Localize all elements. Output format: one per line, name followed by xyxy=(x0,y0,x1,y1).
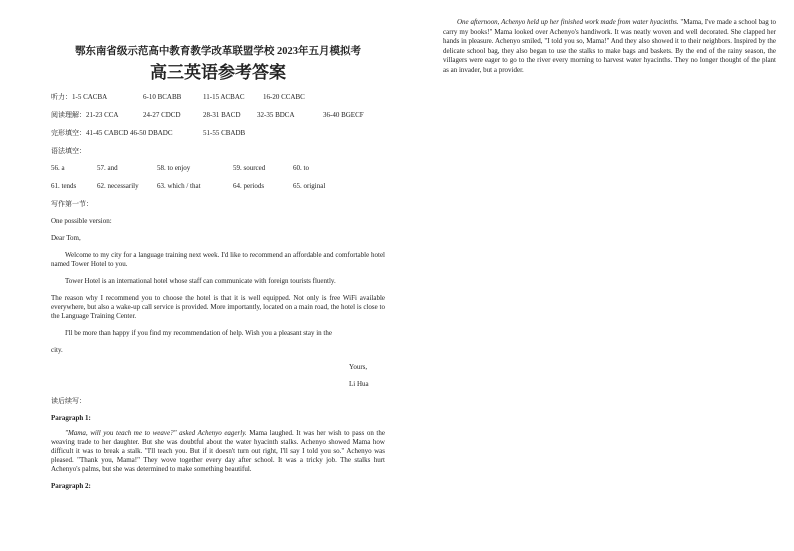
answer-group: 24-27 CDCD xyxy=(143,111,181,119)
answer-key-left-column xyxy=(51,40,385,497)
paragraph-body: "Mama, I've made a school bag to carry my books!" Mama looked over Achenyo's handiwork. It was neatly woven and well decorated. She clapped her hands in pleasure. Achenyo smiled, "I told you so, Mama!" And they also showed it to their neighbors. Inspired by the delicate school bag, they also began to use the stalks to make bags and baskets. By the end of the rainy season, the villagers were eager to go to the river every morning to harvest water hyacinths. They no longer thought of the plant as an invader, but a provider. xyxy=(443,18,776,74)
answer-group: 完形填空：41-45 CABCD 46-50 DBADC xyxy=(51,129,173,137)
letter-signature: Li Hua xyxy=(349,380,369,388)
letter-paragraph-end: city. xyxy=(51,346,63,354)
continuation-paragraph-2 xyxy=(443,18,776,75)
answer-item: 58. to enjoy xyxy=(157,164,191,172)
listening-answers xyxy=(51,93,385,102)
grammar-answers-row xyxy=(51,182,385,191)
answer-item: 56. a xyxy=(51,164,65,172)
page-title: 高三英语参考答案 xyxy=(150,63,286,82)
answer-item: 62. necessarily xyxy=(97,182,139,190)
answer-item: 61. tends xyxy=(51,182,77,190)
answer-group: 28-31 BACD xyxy=(203,111,241,119)
continuation-section-label: 读后续写： xyxy=(51,397,86,405)
answer-item: 57. and xyxy=(97,164,118,172)
answer-group: 听力：1-5 CACBA xyxy=(51,93,108,101)
answer-key-right-column xyxy=(443,18,776,83)
answer-item: 63. which / that xyxy=(157,182,201,190)
writing-section-label: 写作第一节： xyxy=(51,200,93,208)
letter-greeting: Dear Tom, xyxy=(51,234,81,242)
paragraph-heading: Paragraph 1: xyxy=(51,414,91,422)
school-exam-header: 鄂东南省级示范高中教育教学改革联盟学校 2023年五月模拟考 xyxy=(74,46,362,57)
paragraph-heading: Paragraph 2: xyxy=(51,482,91,490)
continuation-paragraph-1 xyxy=(51,429,385,474)
letter-paragraph: I'll be more than happy if you find my recommendation of help. Wish you a pleasant stay in the xyxy=(65,329,332,337)
reading-answers xyxy=(51,111,385,120)
answer-group: 阅读理解：21-23 CCA xyxy=(51,111,119,119)
letter-paragraph: Welcome to my city for a language training next week. I'd like to recommend an affordable and comfortable hotel named Tower Hotel to you. xyxy=(51,251,385,268)
opening-sentence: One afternoon, Achenyo held up her finished work made from water hyacinths. xyxy=(457,18,679,26)
answer-item: 60. to xyxy=(293,164,309,172)
cloze-answers xyxy=(51,129,385,138)
answer-item: 65. original xyxy=(293,182,326,190)
answer-group: 6-10 BCABB xyxy=(143,93,182,101)
paragraph-body: Mama laughed. It was her wish to pass on the weaving trade to her daughter. But she was doubtful about the water hyacinth stalks. Achenyo showed Mama how difficult it was to break a stalk. "I'll teach you. But if it doesn't turn out right, I'll say I told you so." Achenyo was pleased. "Thank you, Mama!" They wove together every day after school. It was a tricky job. The stalks hurt Achenyo's palms, but she was determined to make something beautiful. xyxy=(51,429,385,473)
letter-paragraph: The reason why I recommend you to choose the hotel is that it is well equipped. Not only is free WiFi available everywhere, but also a wake-up call service is provided. More importantly, located on a main road, the hotel is close to the Language Training Center. xyxy=(51,294,385,320)
letter-paragraph: Tower Hotel is an international hotel whose staff can communicate with foreign tourists fluently. xyxy=(65,277,336,285)
answer-item: 59. sourced xyxy=(233,164,266,172)
grammar-answers-row xyxy=(51,164,385,173)
grammar-label: 语法填空： xyxy=(51,147,86,155)
letter-closing: Yours, xyxy=(349,363,368,371)
answer-group: 32-35 BDCA xyxy=(257,111,295,119)
answer-group: 16-20 CCABC xyxy=(263,93,305,101)
answer-item: 64. periods xyxy=(233,182,265,190)
answer-group: 36-40 BGECF xyxy=(323,111,364,119)
answer-group: 11-15 ACBAC xyxy=(203,93,245,101)
possible-version-label: One possible version: xyxy=(51,217,112,225)
answer-group: 51-55 CBADB xyxy=(203,129,246,137)
opening-sentence: "Mama, will you teach me to weave?" asked Achenyo eagerly. xyxy=(65,429,247,437)
